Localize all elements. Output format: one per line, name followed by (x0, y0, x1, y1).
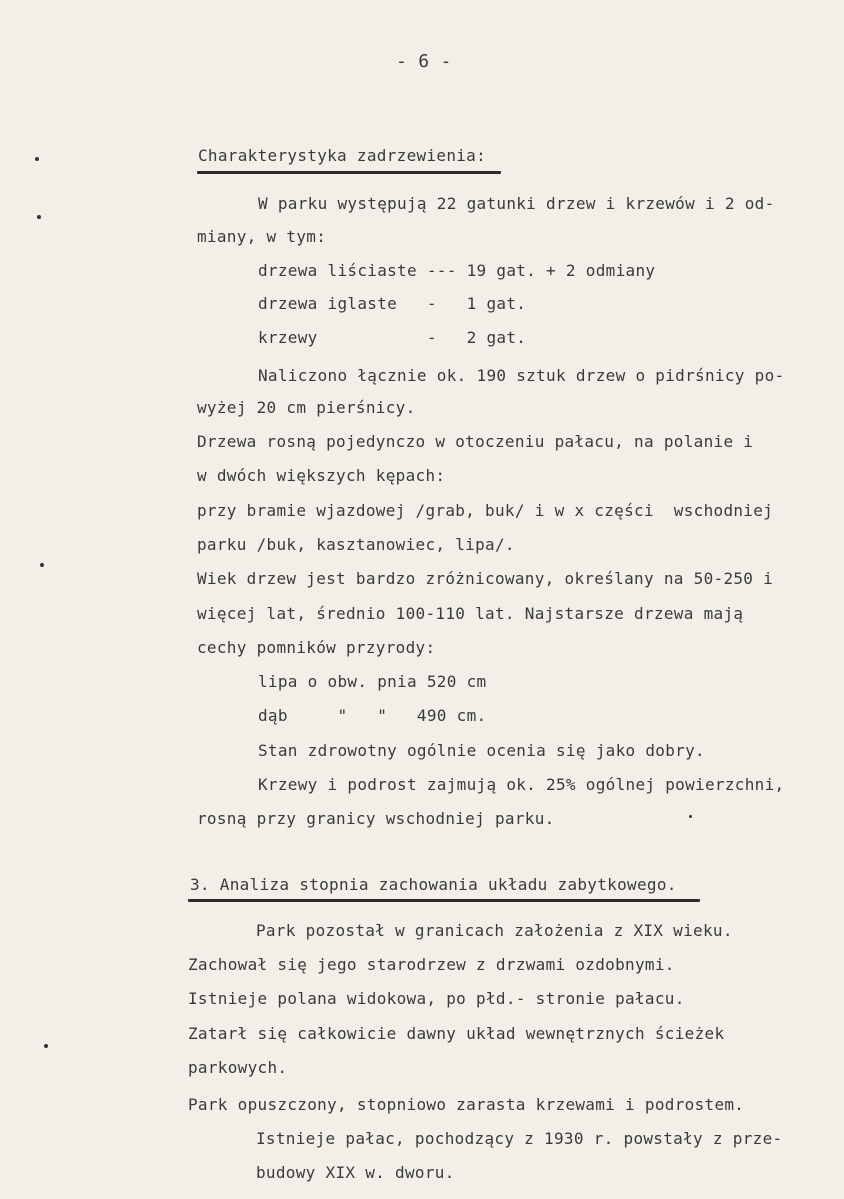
heading-underline (188, 899, 700, 902)
text-line: Wiek drzew jest bardzo zróżnicowany, określany na 50-250 i (197, 569, 774, 588)
margin-mark (40, 563, 44, 567)
text-line: Krzewy i podrost zajmują ok. 25% ogólnej powierzchni, (258, 775, 785, 794)
section-heading: Charakterystyka zadrzewienia: (198, 146, 487, 165)
text-line: dąb " " 490 cm. (258, 706, 487, 725)
margin-mark (35, 157, 39, 161)
section-heading: 3. Analiza stopnia zachowania układu zabytkowego. (190, 875, 677, 894)
text-line: Zatarł się całkowicie dawny układ wewnętrznych ścieżek (188, 1024, 725, 1043)
page-number: - 6 - (396, 51, 452, 72)
text-line: parkowych. (188, 1058, 288, 1077)
text-line: Naliczono łącznie ok. 190 sztuk drzew o pidrśnicy po- (258, 366, 785, 385)
margin-mark (37, 215, 41, 219)
text-line: lipa o obw. pnia 520 cm (258, 672, 487, 691)
text-line: drzewa liściaste --- 19 gat. + 2 odmiany (258, 261, 656, 280)
text-line: Park opuszczony, stopniowo zarasta krzewami i podrostem. (188, 1095, 745, 1114)
text-line: Zachował się jego starodrzew z drzwami ozdobnymi. (188, 955, 675, 974)
heading-underline (197, 171, 501, 174)
text-line: w dwóch większych kępach: (197, 466, 446, 485)
text-line: miany, w tym: (197, 227, 327, 246)
text-line: rosną przy granicy wschodniej parku. (197, 809, 555, 828)
margin-mark (44, 1044, 48, 1048)
text-line: Drzewa rosną pojedynczo w otoczeniu pałacu, na polanie i (197, 432, 754, 451)
text-line: W parku występują 22 gatunki drzew i krzewów i 2 od- (258, 194, 775, 213)
text-line: Park pozostał w granicach założenia z XIX wieku. (256, 921, 733, 940)
text-line: drzewa iglaste - 1 gat. (258, 294, 527, 313)
text-line: krzewy - 2 gat. (258, 328, 527, 347)
text-line: więcej lat, średnio 100-110 lat. Najstarsze drzewa mają (197, 604, 744, 623)
text-line: wyżej 20 cm pierśnicy. (197, 398, 416, 417)
text-line: Istnieje polana widokowa, po płd.- stronie pałacu. (188, 989, 685, 1008)
margin-mark (689, 815, 692, 818)
text-line: Stan zdrowotny ogólnie ocenia się jako dobry. (258, 741, 705, 760)
text-line: budowy XIX w. dworu. (256, 1163, 455, 1182)
text-line: Istnieje pałac, pochodzący z 1930 r. powstały z prze- (256, 1129, 783, 1148)
text-line: przy bramie wjazdowej /grab, buk/ i w x części wschodniej (197, 501, 774, 520)
text-line: cechy pomników przyrody: (197, 638, 436, 657)
text-line: parku /buk, kasztanowiec, lipa/. (197, 535, 515, 554)
